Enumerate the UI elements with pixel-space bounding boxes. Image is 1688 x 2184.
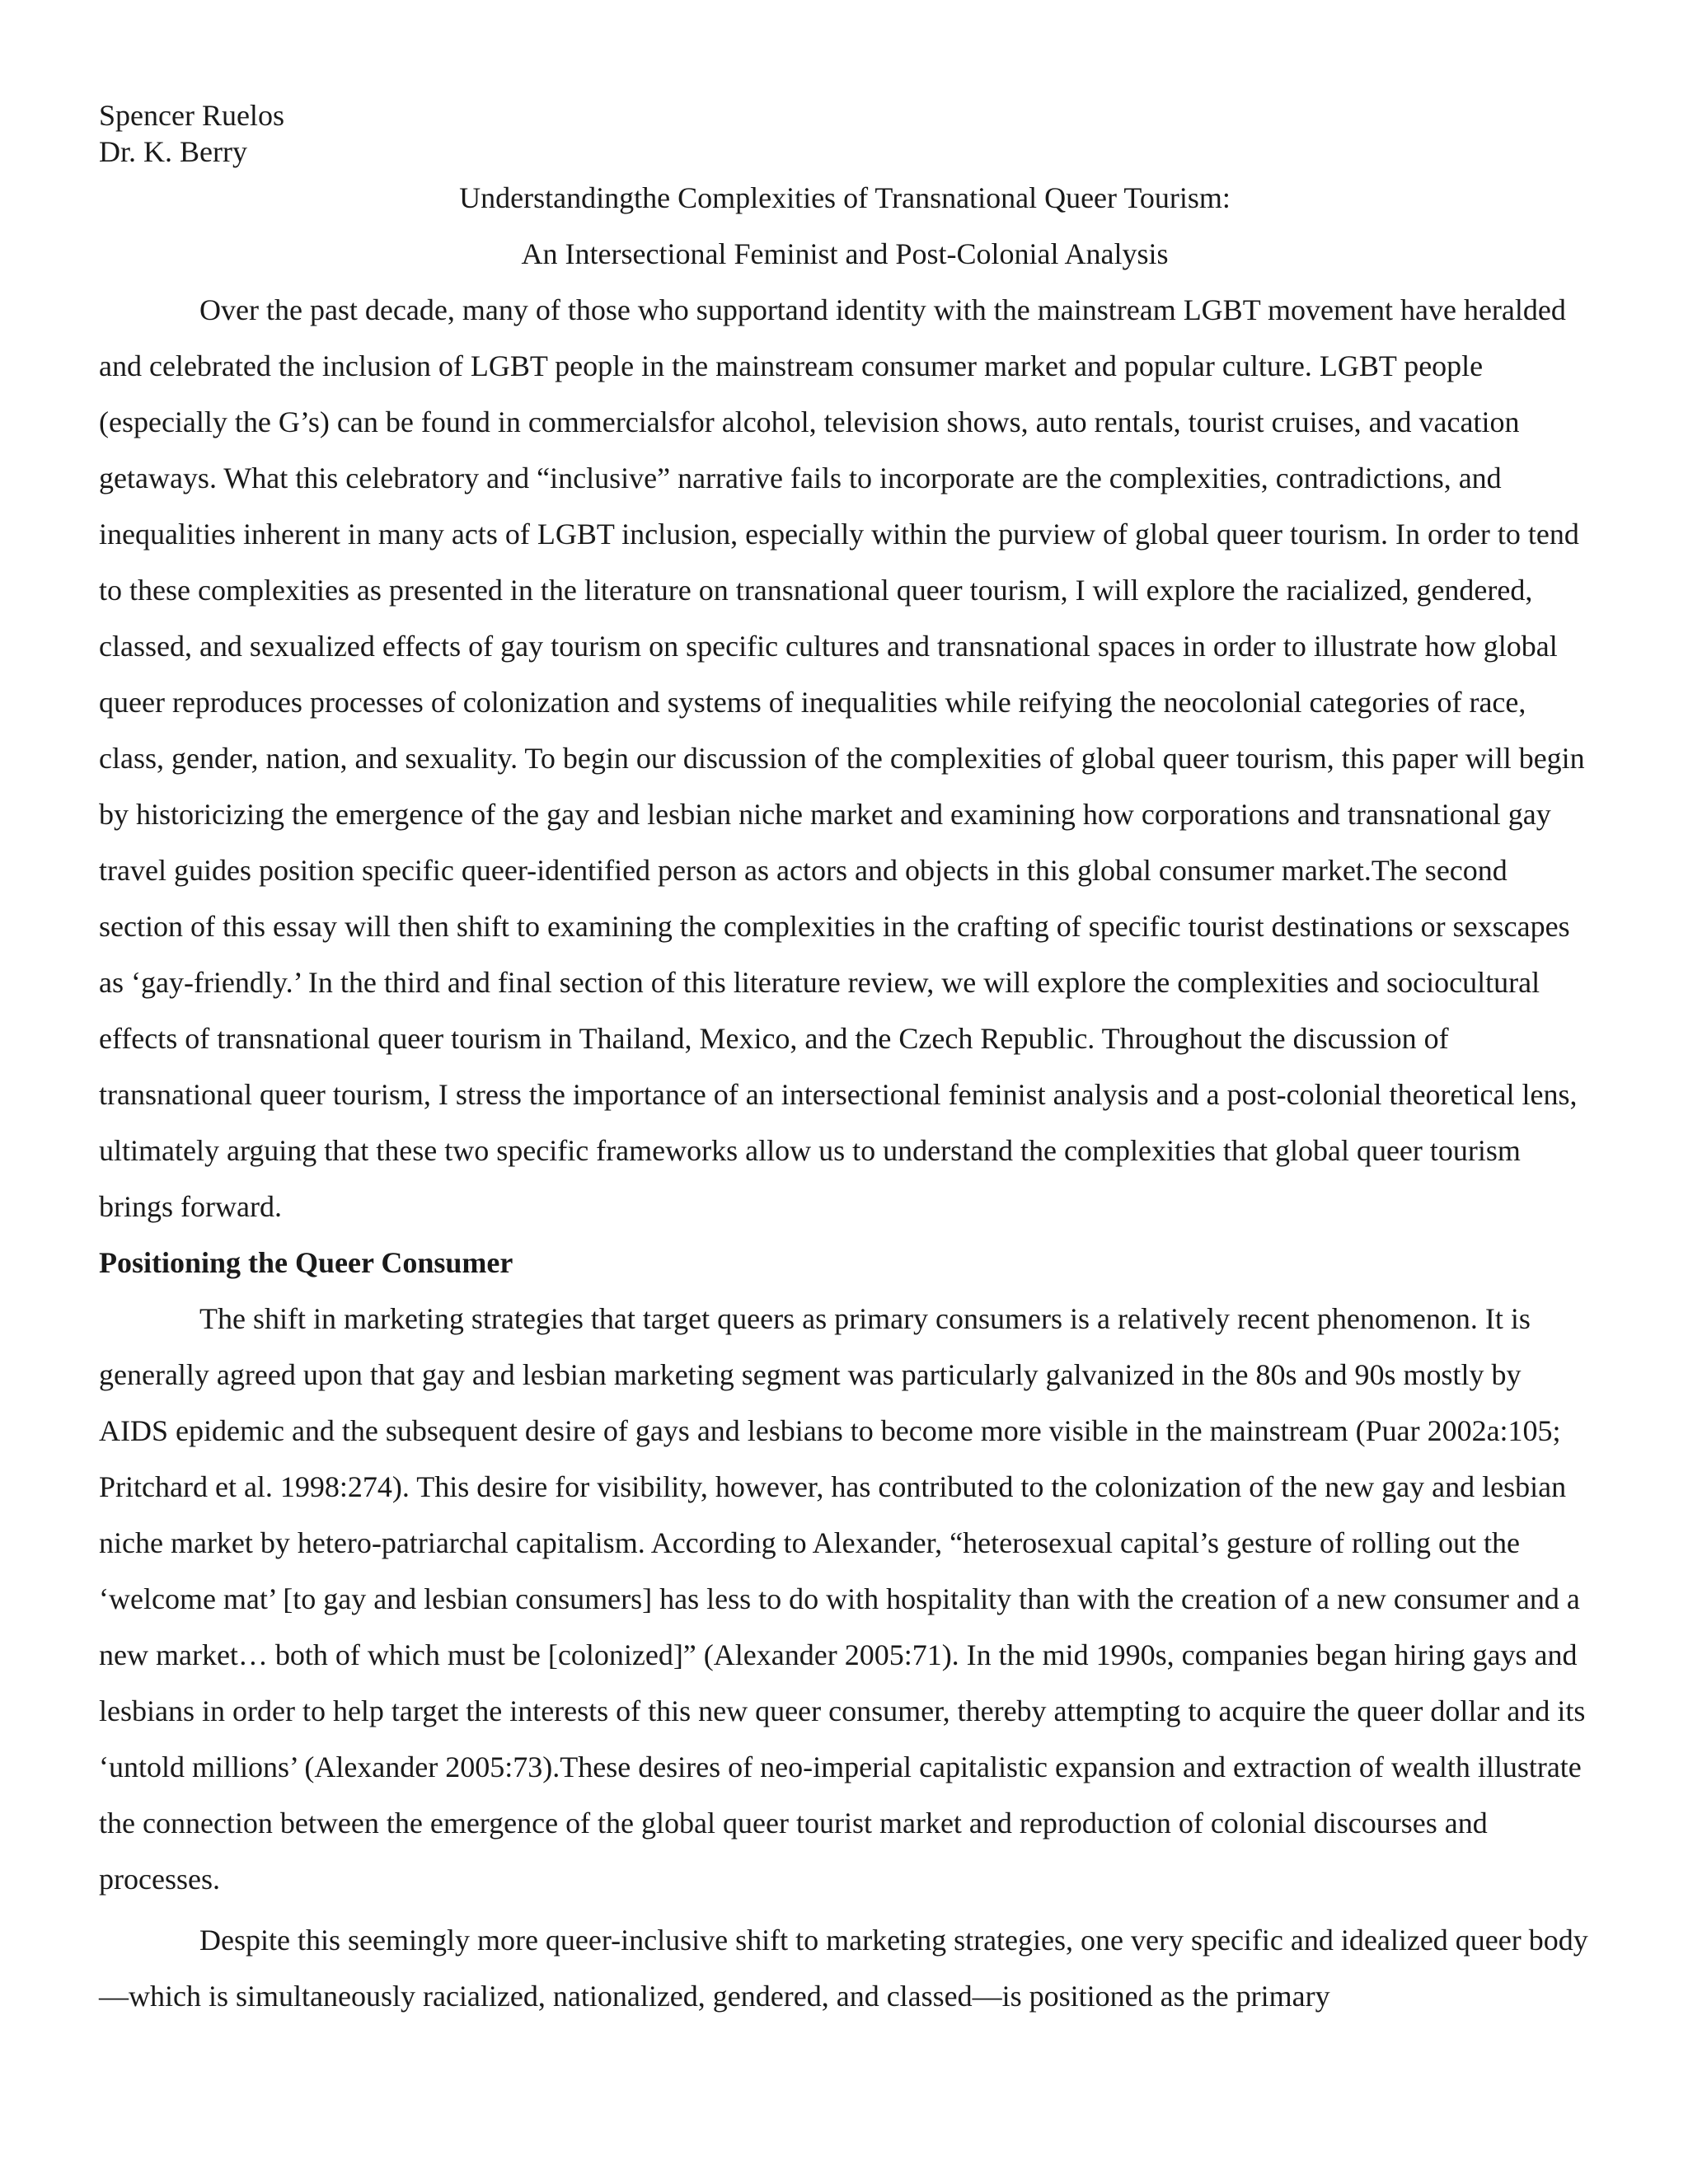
author-name: Spencer Ruelos: [99, 99, 284, 132]
title-line-2: An Intersectional Feminist and Post-Colonial Analysis: [521, 237, 1169, 270]
document-page: [99, 97, 1591, 2024]
section-heading: Positioning the Queer Consumer: [99, 1246, 513, 1279]
instructor-name: Dr. K. Berry: [99, 135, 247, 168]
title-line-1: Understandingthe Complexities of Transnational Queer Tourism:: [459, 181, 1231, 214]
body-paragraph-3: Despite this seemingly more queer-inclusive shift to marketing strategies, one very specific and idealized queer body—which is simultaneously racialized, nationalized, gendered, and classed—is positioned as the primary: [99, 1924, 1588, 2013]
intro-paragraph: Over the past decade, many of those who supportand identity with the mainstream LGBT movement have heralded and celebrated the inclusion of LGBT people in the mainstream consumer market and popular culture. LGBT people (especially the G’s) can be found in commercialsfor alcohol, television shows, auto rentals, tourist cruises, and vacation getaways. What this celebratory and “inclusive” narrative fails to incorporate are the complexities, contradictions, and inequalities inherent in many acts of LGBT inclusion, especially within the purview of global queer tourism. In order to tend to these complexities as presented in the literature on transnational queer tourism, I will explore the racialized, gendered, classed, and sexualized effects of gay tourism on specific cultures and transnational spaces in order to illustrate how global queer reproduces processes of colonization and systems of inequalities while reifying the neocolonial categories of race, class, gender, nation, and sexuality. To begin our discussion of the complexities of global queer tourism, this paper will begin by historicizing the emergence of the gay and lesbian niche market and examining how corporations and transnational gay travel guides position specific queer-identified person as actors and objects in this global consumer market.The second section of this essay will then shift to examining the complexities in the crafting of specific tourist destinations or sexscapes as ‘gay-friendly.’ In the third and final section of this literature review, we will explore the complexities and sociocultural effects of transnational queer tourism in Thailand, Mexico, and the Czech Republic. Throughout the discussion of transnational queer tourism, I stress the importance of an intersectional feminist analysis and a post-colonial theoretical lens, ultimately arguing that these two specific frameworks allow us to understand the complexities that global queer tourism brings forward.: [99, 293, 1585, 1223]
paper-title: [99, 170, 1591, 282]
body-paragraph-2: The shift in marketing strategies that target queers as primary consumers is a relatively recent phenomenon. It is generally agreed upon that gay and lesbian marketing segment was particularly galvanized in the 80s and 90s mostly by AIDS epidemic and the subsequent desire of gays and lesbians to become more visible in the mainstream (Puar 2002a:105; Pritchard et al. 1998:274). This desire for visibility, however, has contributed to the colonization of the new gay and lesbian niche market by hetero-patriarchal capitalism. According to Alexander, “heterosexual capital’s gesture of rolling out the ‘welcome mat’ [to gay and lesbian consumers] has less to do with hospitality than with the creation of a new consumer and a new market… both of which must be [colonized]” (Alexander 2005:71). In the mid 1990s, companies began hiring gays and lesbians in order to help target the interests of this new queer consumer, thereby attempting to acquire the queer dollar and its ‘untold millions’ (Alexander 2005:73).These desires of neo-imperial capitalistic expansion and extraction of wealth illustrate the connection between the emergence of the global queer tourist market and reproduction of colonial discourses and processes.: [99, 1302, 1586, 1896]
